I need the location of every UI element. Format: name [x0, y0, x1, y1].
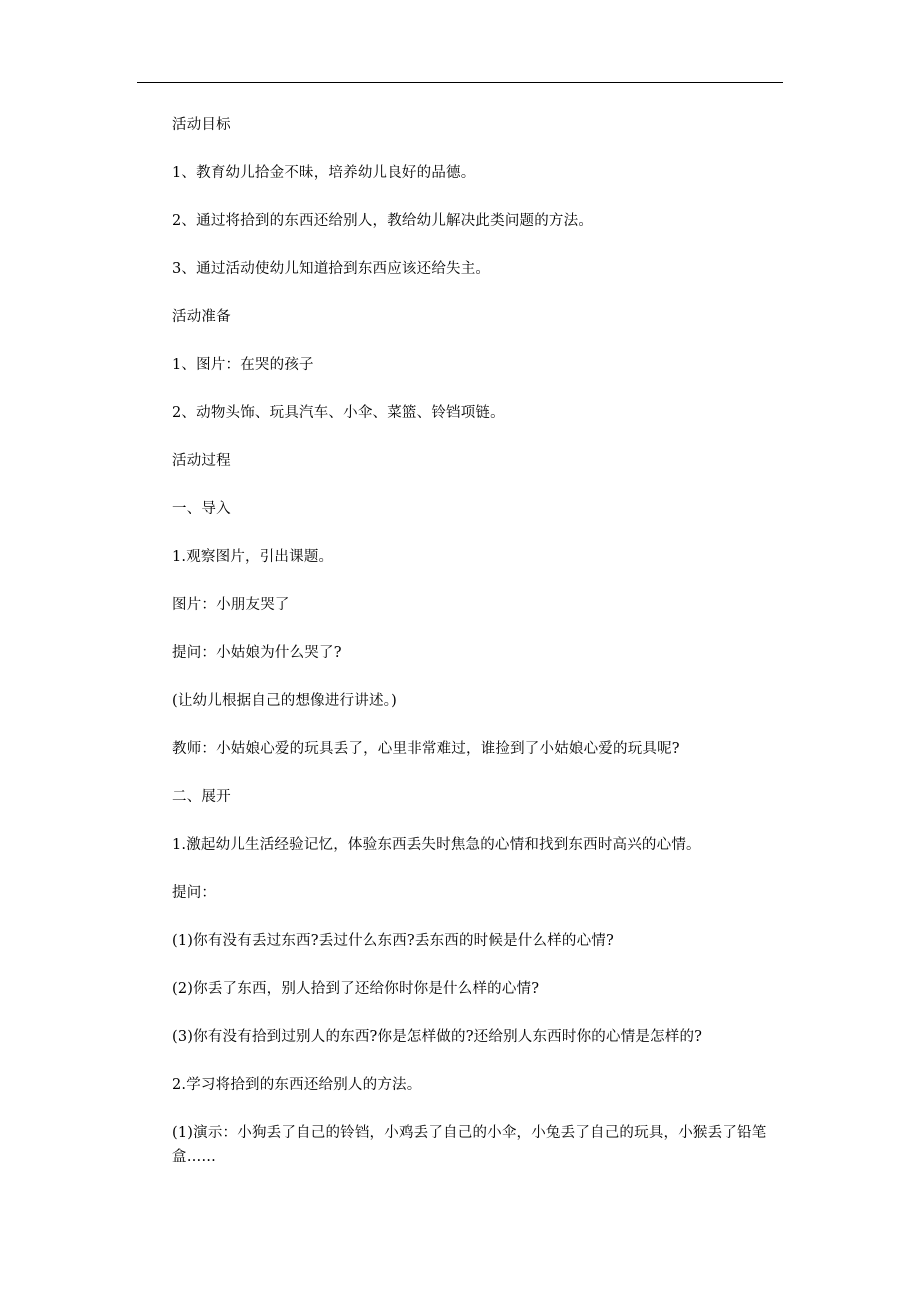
goal-item-3: 3、通过活动使幼儿知道拾到东西应该还给失主。: [172, 261, 491, 277]
text-line: 教师：小姑娘心爱的玩具丢了，心里非常难过，谁捡到了小姑娘心爱的玩具呢?: [172, 741, 680, 757]
question-item-2: (2)你丢了东西，别人拾到了还给你时你是什么样的心情?: [172, 981, 540, 997]
question-item-1: (1)你有没有丢过东西?丢过什么东西?丢东西的时候是什么样的心情?: [172, 933, 614, 949]
text-line: 图片：小朋友哭了: [172, 597, 290, 613]
demonstration-paragraph: (1)演示：小狗丢了自己的铃铛，小鸡丢了自己的小伞，小兔丢了自己的玩具，小猴丢了铅笔盒……: [172, 1125, 767, 1165]
preparation-item-2: 2、动物头饰、玩具汽车、小伞、菜篮、铃铛项链。: [172, 405, 505, 421]
section-heading-preparation: 活动准备: [172, 309, 231, 325]
text-line: 1.激起幼儿生活经验记忆，体验东西丢失时焦急的心情和找到东西时高兴的心情。: [172, 837, 701, 853]
text-line: 1.观察图片，引出课题。: [172, 549, 334, 565]
goal-item-1: 1、教育幼儿拾金不昧，培养幼儿良好的品德。: [172, 165, 476, 181]
text-line: (让幼儿根据自己的想像进行讲述。): [172, 693, 397, 709]
process-step-expand: 二、展开: [172, 789, 231, 805]
goal-item-2: 2、通过将拾到的东西还给别人，教给幼儿解决此类问题的方法。: [172, 213, 594, 229]
text-line: 2.学习将拾到的东西还给别人的方法。: [172, 1077, 422, 1093]
section-heading-goals: 活动目标: [172, 117, 231, 133]
section-heading-process: 活动过程: [172, 453, 231, 469]
text-line: 提问：小姑娘为什么哭了?: [172, 645, 342, 661]
question-item-3: (3)你有没有拾到过别人的东西?你是怎样做的?还给别人东西时你的心情是怎样的?: [172, 1029, 703, 1045]
text-line: 提问：: [172, 885, 217, 901]
process-step-intro: 一、导入: [172, 501, 231, 517]
header-rule: [137, 82, 783, 83]
preparation-item-1: 1、图片：在哭的孩子: [172, 357, 314, 373]
